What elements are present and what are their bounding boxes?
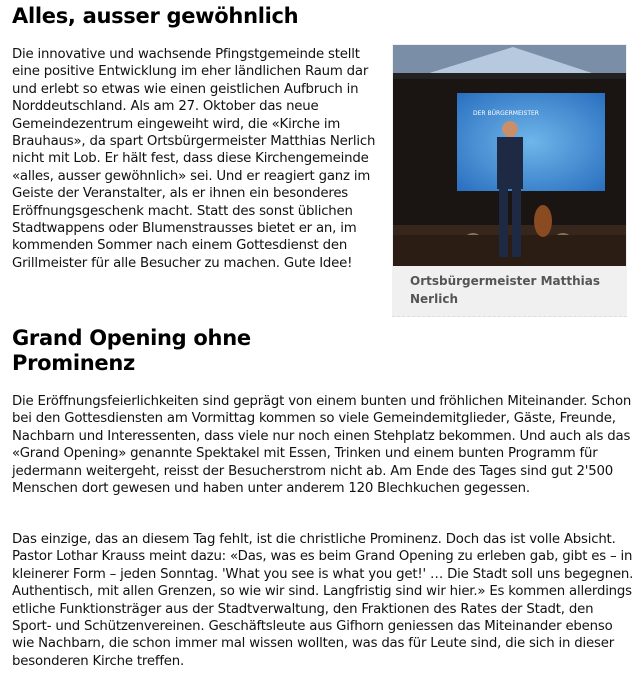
intro-paragraph: Die innovative und wachsende Pfingstgemeinde stellt eine positive Entwicklung im eher ländlichen Raum dar und erlebt so etwas wie einen geistlichen Aufbruch in Norddeutschland. Als am 27. Oktober das neue Gemeindezentrum eingeweiht wird, die «Kirche im Brauhaus», da spart Ortsbürgermeister Matthias Nerlich nicht mit Lob. Er hält fest, dass diese Kirchengemeinde «alles, ausser gewöhnlich» sei. Und er reagiert ganz im Geiste der Veranstalter, als er ihnen ein besonderes Eröffnungsgeschenk macht. Statt des sonst üblichen Stadtwappens oder Blumenstrausses bietet er an, im kommenden Sommer nach einem Gottesdienst den Grillmeister für alle Besucher zu machen. Gute Idee! <box>12 47 376 271</box>
section-title: Grand Opening ohne Prominenz <box>12 326 251 375</box>
section-paragraph: Das einzige, das an diesem Tag fehlt, ist die christliche Prominenz. Doch das ist volle Absicht. Pastor Lothar Krauss meint dazu: «Das, was es beim Grand Opening zu erleben gab, gibt es – in kleinerer Form – jeden Sonntag. 'What you see is what you get!' … Die Stadt soll uns begegnen. Authentisch, mit allen Grenzen, so wie wir sind. Langfristig sind wir hier.» Es kommen allerdings etliche Funktionsträger aus der Stadtverwaltung, den Fraktionen des Rates der Stadt, den Sport- und Schützenvereinen. Geschäftsleute aus Gifhorn geniessen das Miteinander ebenso wie Nachbarn, die schon immer mal wissen wollten, was das für Leute sind, die sich in dieser besonderen Kirche treffen. <box>12 532 634 669</box>
photo-mayor-on-stage[interactable] <box>393 45 626 266</box>
screen-text: DER BÜRGERMEISTER <box>473 110 539 117</box>
figure-caption: Ortsbürgermeister Matthias Nerlich <box>410 274 600 306</box>
article-figure <box>392 44 627 317</box>
section-paragraph: Die Eröffnungsfeierlichkeiten sind geprägt von einem bunten und fröhlichen Miteinander. Schon bei den Gottesdiensten am Vormittag kommen so viele Gemeindemitglieder, Gäste, Freunde, Nachbarn und Interessenten, dass viele nur noch einen Stehplatz bekommen. Und auch als das «Grand Opening» genannte Spektakel mit Essen, Trinken und einem bunten Programm für jedermann weitergeht, reisst der Besucherstrom nicht ab. Am Ende des Tages sind gut 2'500 Menschen dort gewesen und haben unter anderem 120 Blechkuchen gegessen. <box>12 394 632 497</box>
article-title: Alles, ausser gewöhnlich <box>12 4 299 28</box>
stage-photo-illustration <box>393 45 626 266</box>
